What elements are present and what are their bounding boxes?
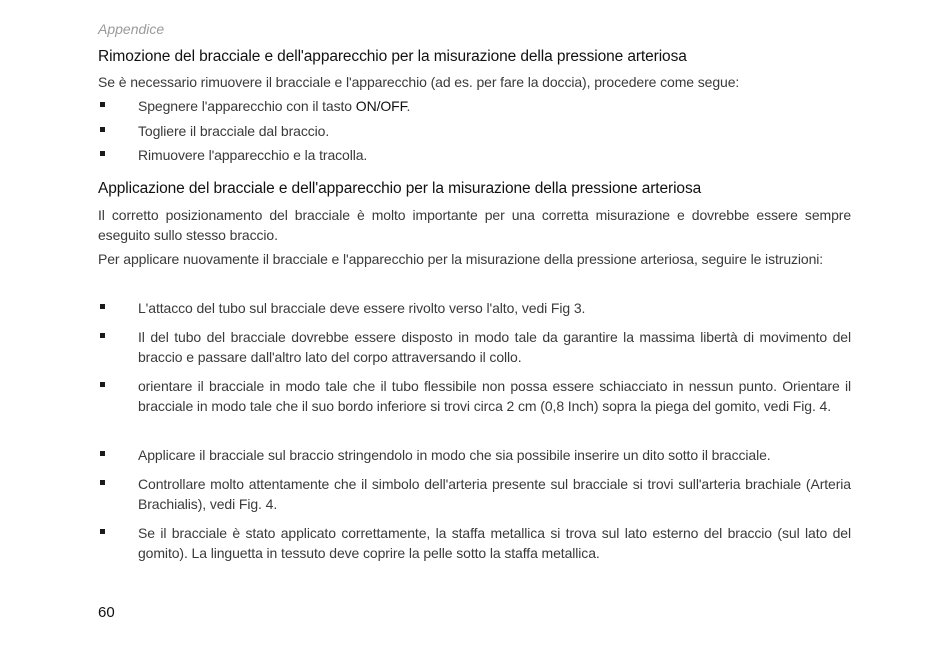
- application-step-5: Controllare molto attentamente che il simbolo dell'arteria presente sul bracciale si trovi sull'arteria brachiale (Arteria Brachialis), vedi Fig. 4.: [138, 476, 851, 512]
- bullet-marker: [100, 382, 105, 387]
- application-para-2: Per applicare nuovamente il bracciale e l'apparecchio per la misurazione della pressione arteriosa, seguire le istruzioni:: [98, 251, 824, 267]
- bullet-marker: [100, 127, 105, 132]
- bullet-marker: [100, 304, 105, 309]
- section-title-application: Applicazione del bracciale e dell'apparecchio per la misurazione della pressione arteriosa: [98, 180, 702, 197]
- application-step-1: L'attacco del tubo sul bracciale deve essere rivolto verso l'alto, vedi Fig 3.: [138, 300, 586, 316]
- on-off-key-label: ON/OFF: [355, 98, 407, 114]
- application-step-6: Se il bracciale è stato applicato correttamente, la staffa metallica si trova sul lato esterno del braccio (sul lato del gomito). La linguetta in tessuto deve coprire la pelle sotto la staffa metallica.: [138, 525, 851, 561]
- application-step-2: Il del tubo del bracciale dovrebbe essere disposto in modo tale da garantire la massima libertà di movimento del braccio e passare dall'altro lato del corpo attraversando il collo.: [138, 329, 851, 365]
- application-para-1: Il corretto posizionamento del bracciale è molto importante per una corretta misurazione e dovrebbe essere sempre eseguito sullo stesso braccio.: [98, 207, 851, 243]
- removal-intro: Se è necessario rimuovere il bracciale e l'apparecchio (ad es. per fare la doccia), procedere come segue:: [98, 74, 740, 90]
- step-text-end: .: [406, 98, 411, 114]
- section-title-removal: Rimozione del bracciale e dell'apparecchio per la misurazione della pressione arteriosa: [98, 48, 687, 65]
- application-step-3: orientare il bracciale in modo tale che il tubo flessibile non possa essere schiacciato in nessun punto. Orientare il bracciale in modo tale che il suo bordo inferiore si trovi circa 2 cm (0,8 Inch) sopra la piega del gomito, vedi Fig. 4.: [138, 378, 851, 414]
- removal-step-2: Togliere il bracciale dal braccio.: [138, 123, 330, 139]
- application-step-4: Applicare il bracciale sul braccio stringendolo in modo che sia possibile inserire un dito sotto il bracciale.: [138, 447, 771, 463]
- bullet-marker: [100, 480, 105, 485]
- bullet-marker: [100, 451, 105, 456]
- bullet-marker: [100, 333, 105, 338]
- removal-step-3: Rimuovere l'apparecchio e la tracolla.: [138, 147, 368, 163]
- running-header: Appendice: [98, 21, 165, 37]
- removal-step-1: [138, 96, 851, 116]
- bullet-marker: [100, 151, 105, 156]
- page-number: 60: [98, 604, 115, 621]
- bullet-marker: [100, 102, 105, 107]
- bullet-marker: [100, 529, 105, 534]
- step-text: Spegnere l'apparecchio con il tasto: [138, 98, 356, 114]
